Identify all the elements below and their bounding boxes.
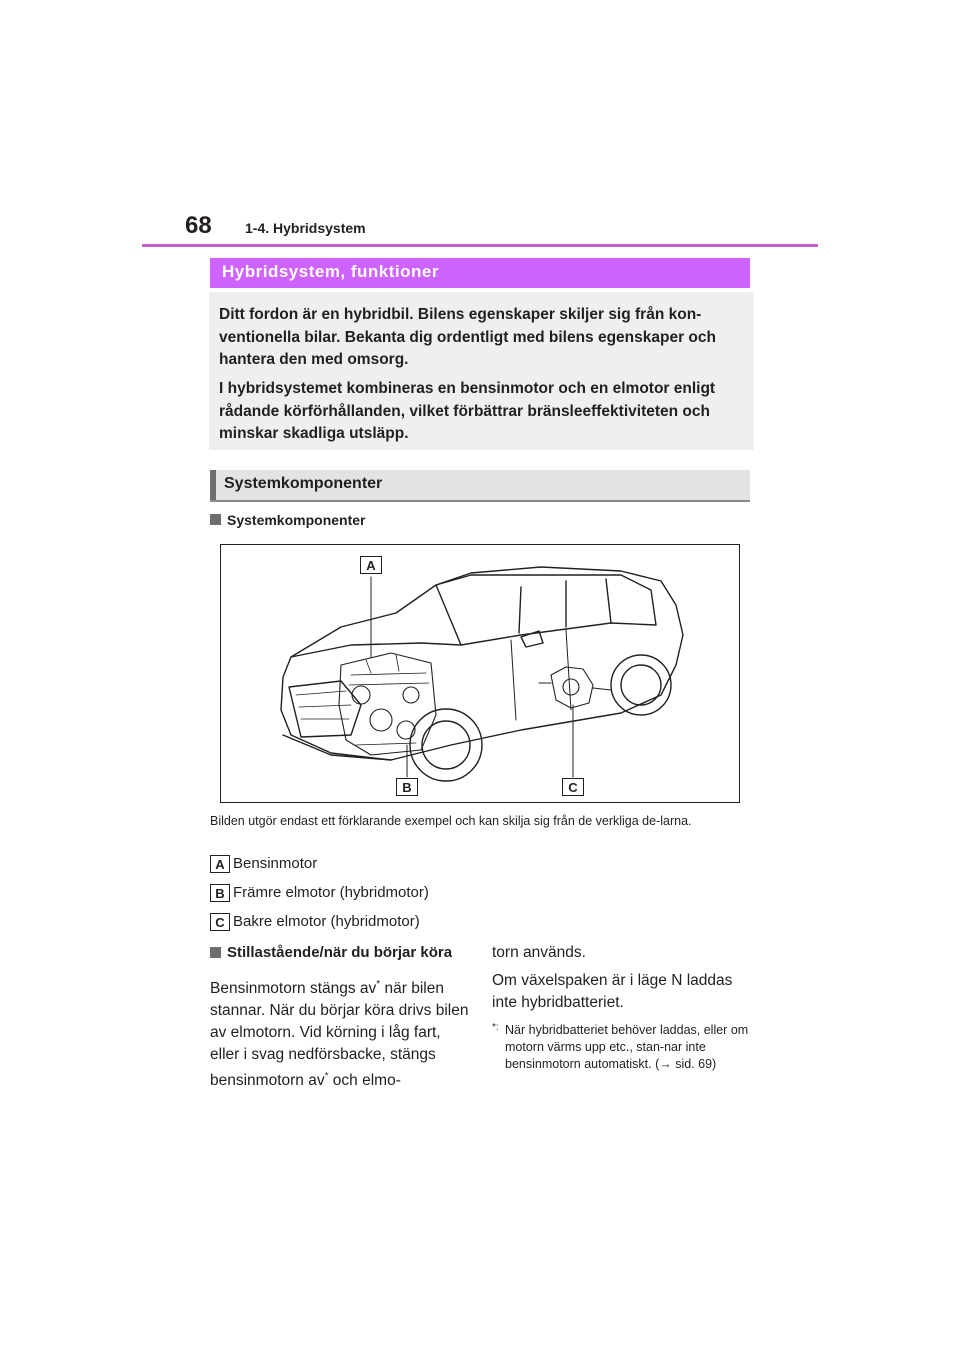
stationary-text-part-2: när bilen stannar. När du börjar köra drivs bilen av elmotorn. Vid körning i låg fart, eller i svag nedförsbacke, stängs bensinmotorn av [210, 980, 469, 1090]
stationary-heading-text: Stillastående/när du börjar köra [227, 944, 453, 961]
legend-label-b: Främre elmotor (hybridmotor) [233, 884, 429, 901]
legend-key-b: B [210, 884, 230, 902]
stationary-paragraph [210, 974, 470, 1092]
car-body-outline [281, 567, 683, 760]
components-heading [210, 512, 365, 528]
callout-b: B [396, 778, 418, 796]
footnote-text: När hybridbatteriet behöver laddas, eller om motorn värms upp etc., stan-nar inte bensinmotorn automatiskt. (→ sid. 69) [505, 1023, 749, 1071]
subsection-rule [210, 500, 750, 502]
callout-a: A [360, 556, 382, 574]
footnote [492, 1022, 752, 1073]
stationary-text-part-1: Bensinmotorn stängs av [210, 980, 377, 998]
page-title: Hybridsystem, funktioner [222, 262, 439, 281]
footnote-marker: * [376, 979, 381, 990]
square-bullet-icon [210, 947, 221, 958]
header-rule [142, 244, 818, 247]
legend-label-a: Bensinmotor [233, 855, 318, 872]
legend-key-c: C [210, 913, 230, 931]
right-column [492, 942, 752, 1073]
subsection-title: Systemkomponenter [224, 475, 383, 492]
page-number: 68 [185, 212, 212, 239]
figure-caption: Bilden utgör endast ett förklarande exempel och kan skilja sig från de verkliga de-larna. [210, 814, 692, 828]
legend-label-c: Bakre elmotor (hybridmotor) [233, 913, 420, 930]
legend-key-a: A [210, 855, 230, 873]
square-bullet-icon [210, 514, 221, 525]
section-label: 1-4. Hybridsystem [245, 220, 366, 236]
subsection-band [210, 470, 750, 500]
intro-paragraph-1: Ditt fordon är en hybridbil. Bilens egenskaper skiljer sig från kon-ventionella bilar. Bekanta dig ordentligt med bilens egenskaper och hantera den med omsorg. [219, 306, 716, 368]
continued-text: torn används. [492, 944, 586, 961]
stationary-heading [210, 942, 470, 964]
stationary-text-part-3: och elmo- [328, 1072, 401, 1090]
footnote-label: *: [492, 1022, 499, 1033]
intro-paragraph-2: I hybridsystemet kombineras en bensinmotor och en elmotor enligt rådande körförhållanden, vilket förbättrar bränsleeffektiviteten och minskar skadliga utsläpp. [219, 380, 716, 442]
footnote-marker: * [324, 1071, 329, 1083]
components-heading-text: Systemkomponenter [227, 512, 366, 528]
left-column [210, 942, 470, 1092]
car-illustration [220, 544, 740, 803]
car-drawing [221, 545, 739, 802]
title-band [210, 258, 750, 288]
callout-c: C [562, 778, 584, 796]
intro-box [209, 292, 754, 450]
neutral-gear-note: Om växelspaken är i läge N laddas inte hybridbatteriet. [492, 972, 733, 1011]
